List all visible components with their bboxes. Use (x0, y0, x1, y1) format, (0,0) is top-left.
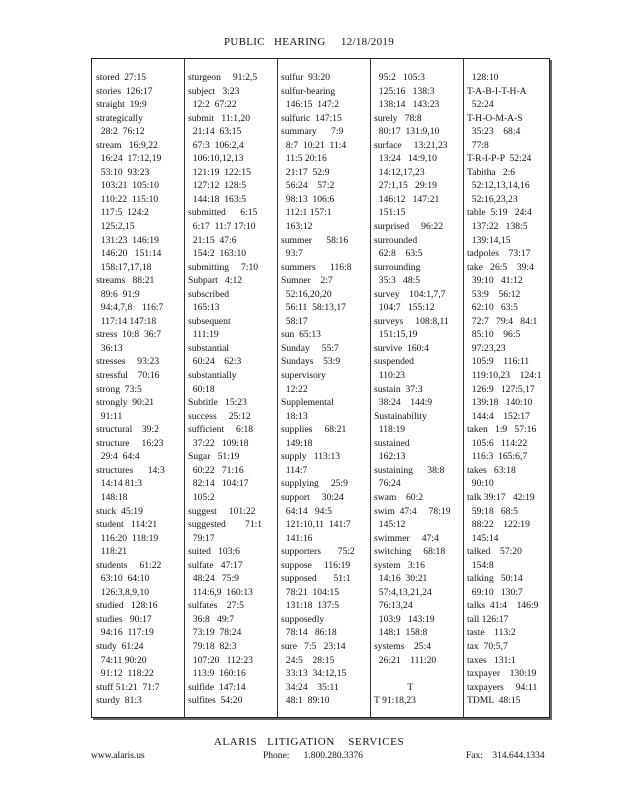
index-entry: 33:13 34:12,15 (281, 668, 347, 680)
index-entry: 78:21 104:15 (281, 586, 340, 598)
index-entry: 52:24 (467, 99, 494, 111)
index-entry: swam 60:2 (374, 491, 424, 503)
index-entry: 56:11 58:13,17 (281, 302, 346, 314)
index-entry: subject 3:23 (188, 85, 240, 97)
index-entry: 151:15,19 (374, 329, 418, 341)
index-entry: survive 160:4 (374, 342, 429, 354)
index-entry: 64:14 94:5 (281, 505, 332, 517)
index-entry: 126:3,8,9,10 (96, 586, 150, 598)
index-entry: 93:7 (281, 248, 303, 260)
index-entry: Sustainability (374, 410, 427, 422)
index-entry: stored 27:15 (96, 72, 147, 83)
index-entry: 35:3 48:5 (374, 275, 421, 287)
index-column-3 (281, 71, 369, 705)
index-entry: 77:8 (467, 139, 489, 151)
index-entry: surrounding (374, 261, 421, 273)
index-entry: 107:20 112:23 (188, 654, 253, 666)
index-entry: supposed 51:1 (281, 573, 351, 585)
index-entry: taken 1:9 57:16 (467, 424, 537, 436)
index-entry: students 61:22 (96, 559, 162, 571)
index-entry: sturdy 81:3 (96, 695, 142, 707)
index-entry: supporters 75:2 (281, 546, 355, 558)
index-entry: 105:9 116:11 (467, 356, 530, 368)
index-entry: 113:9 160:16 (188, 668, 246, 680)
index-entry: 6:17 11:7 17:10 (188, 221, 256, 233)
index-entry: 48:24 75:9 (188, 573, 239, 585)
index-entry: 59:18 68:5 (467, 505, 518, 517)
index-entry: 116:20 118:19 (96, 532, 159, 544)
index-entry: 80:17 131:9,10 (374, 126, 440, 138)
index-entry: 16:24 17:12,19 (96, 153, 162, 165)
index-entry: taste 113:2 (467, 627, 516, 639)
index-entry: streams 88:21 (96, 275, 155, 287)
index-entry: 162:13 (374, 451, 406, 463)
index-entry: 76:13,24 (374, 600, 413, 612)
index-entry: sulfates 27:5 (188, 600, 244, 612)
index-entry: subscribed (188, 288, 230, 300)
index-entry: Tabitha 2:6 (467, 166, 516, 178)
index-entry: talk 39:17 42:19 (467, 491, 535, 503)
index-entry: structure 16:23 (96, 437, 164, 449)
index-entry: Sundays 53:9 (281, 356, 341, 368)
index-entry: 62:10 63:5 (467, 302, 518, 314)
index-entry: 34:24 35:11 (281, 681, 339, 693)
index-entry: subsequent (188, 315, 231, 327)
index-entry: 27:1,15 29:19 (374, 180, 437, 192)
index-entry: 78:14 86:18 (281, 627, 337, 639)
index-entry: 90:10 (467, 478, 494, 490)
index-entry: sturgeon 91:2,5 (188, 72, 258, 83)
index-entry: surveys 108:8,11 (374, 315, 449, 327)
index-entry: 8:7 10:21 11:4 (281, 139, 347, 151)
index-entry: 63:10 64:10 (96, 573, 150, 585)
index-entry: 118:19 (374, 424, 406, 436)
index-entry: 62:8 63:5 (374, 248, 423, 260)
index-entry: 91:12 118:22 (96, 668, 154, 680)
index-entry: studied 128:16 (96, 600, 158, 612)
index-entry: submitting 7:10 (188, 261, 259, 273)
index-entry: 117:5 124:2 (96, 207, 149, 219)
column-divider (370, 59, 371, 717)
index-entry: 144:4 152:17 (467, 410, 530, 422)
index-entry: 12:22 (281, 383, 308, 395)
index-entry: stream 16:9,22 (96, 139, 158, 151)
index-entry: 69:10 130:7 (467, 586, 523, 598)
index-entry: T-H-O-M-A-S (467, 112, 523, 124)
index-entry: supposedly (281, 613, 325, 625)
index-entry: switching 68:18 (374, 546, 446, 558)
index-entry: table 5:19 24:4 (467, 207, 532, 219)
index-entry: 11:5 20:16 (281, 153, 327, 165)
index-entry: Sumner 2:7 (281, 275, 333, 287)
footer-website: www.alaris.us (91, 751, 145, 761)
index-entry: 98:13 106:6 (281, 193, 335, 205)
index-entry: 127:12 128:5 (188, 180, 247, 192)
index-entry: 116:3 165:6,7 (467, 451, 528, 463)
index-entry: 97:23,23 (467, 342, 506, 354)
index-entry (374, 667, 462, 681)
index-entry: summary 7:9 (281, 126, 344, 138)
index-entry: take 26:5 39:4 (467, 261, 534, 273)
index-entry: 146:20 151:14 (96, 248, 162, 260)
index-entry: supervisory (281, 370, 326, 382)
index-entry: tadpoles 73:17 (467, 248, 531, 260)
index-entry: 60:24 62:3 (188, 356, 242, 368)
index-entry: 112:1 157:1 (281, 207, 332, 219)
index-entry: support 30:24 (281, 491, 344, 503)
index-entry: stuff 51:21 71:7 (96, 681, 160, 693)
index-entry: 103:21 105:10 (96, 180, 159, 192)
index-entry: 146:12 147:21 (374, 193, 440, 205)
footer-phone: Phone: 1.800.280.3376 (263, 751, 364, 761)
index-entry: 149:18 (281, 437, 313, 449)
index-entry: supplying 25:9 (281, 478, 348, 490)
index-entry: 151:15 (374, 207, 406, 219)
index-entry: 53:10 93:23 (96, 166, 150, 178)
index-entry: 29:4 64:4 (96, 451, 140, 463)
index-entry: TDML 48:15 (467, 695, 521, 707)
index-entry: 79:17 (188, 532, 215, 544)
index-entry: 52:16,20,20 (281, 288, 332, 300)
index-entry: 18:13 (281, 410, 308, 422)
index-column-1 (96, 71, 184, 705)
index-entry: talking 50:14 (467, 573, 523, 585)
index-entry: 67:3 106:2,4 (188, 139, 244, 151)
index-entry: 21:14 63:15 (188, 126, 242, 138)
index-entry: 48:1 89:10 (281, 695, 330, 707)
index-entry: 105:6 114:22 (467, 437, 528, 449)
index-entry: summers 116:8 (281, 261, 352, 273)
index-entry: 14:14 81:3 (96, 478, 143, 490)
index-entry: Supplemental (281, 397, 334, 409)
index-entry: 39:10 41:12 (467, 275, 523, 287)
index-entry: 121:10,11 141:7 (281, 519, 351, 531)
index-entry: 21:17 52:9 (281, 166, 330, 178)
index-entry: T-A-B-I-T-H-A (467, 85, 527, 97)
index-entry: sulfur 93:20 (281, 72, 331, 83)
index-entry: 52:16,23,23 (467, 193, 518, 205)
column-divider (184, 59, 185, 717)
index-entry: 125:2,15 (96, 221, 135, 233)
index-entry: stressful 70:16 (96, 370, 160, 382)
index-entry: 118:21 (96, 546, 128, 558)
index-column-4 (374, 71, 462, 705)
index-entry: Subpart 4:12 (188, 275, 243, 287)
index-entry: 72:7 79:4 84:1 (467, 315, 538, 327)
index-entry: 52:12,13,14,16 (467, 180, 530, 192)
index-entry: T 91:18,23 (374, 695, 416, 707)
index-entry: student 114:21 (96, 519, 158, 531)
index-entry: 137:22 138:5 (467, 221, 528, 233)
word-index-box (91, 58, 550, 718)
index-entry: taxpayer 130:19 (467, 668, 537, 680)
index-entry: swim 47:4 78:19 (374, 505, 451, 517)
page-header: PUBLIC HEARING 12/18/2019 (223, 36, 395, 48)
index-entry: systems 25:4 (374, 640, 432, 652)
index-entry: taxes 131:1 (467, 654, 516, 666)
index-entry: 141:16 (281, 532, 313, 544)
index-entry: 73:19 78:24 (188, 627, 242, 639)
index-entry: 117:14 147:18 (96, 315, 157, 327)
index-entry: sufficient 6:18 (188, 424, 254, 436)
index-entry: submitted 6:15 (188, 207, 258, 219)
index-entry: 91:11 (96, 410, 123, 422)
index-entry: 114:7 (281, 464, 308, 476)
index-entry: Sugar 51:19 (188, 451, 240, 463)
index-entry: talked 57:20 (467, 546, 522, 558)
index-entry: 13:24 14:9,10 (374, 153, 437, 165)
index-entry: 114:6,9 160:13 (188, 586, 253, 598)
index-entry: sustained (374, 437, 410, 449)
index-entry: studies 90:17 (96, 613, 152, 625)
index-entry: suggest 101:22 (188, 505, 256, 517)
index-entry: 111:19 (188, 329, 219, 341)
index-entry: 36:8 49:7 (188, 613, 235, 625)
index-entry: 60:18 (188, 383, 215, 395)
index-entry: supplies 68:21 (281, 424, 347, 436)
index-entry: tall 126:17 (467, 613, 509, 625)
index-entry: 105:2 (188, 491, 215, 503)
index-entry: substantially (188, 370, 237, 382)
index-column-5 (467, 71, 551, 705)
index-entry: 148:1 158:8 (374, 627, 428, 639)
column-divider (463, 59, 464, 717)
index-entry: 139:18 140:10 (467, 397, 533, 409)
index-entry: stress 10:8 36:7 (96, 329, 162, 341)
index-entry: study 61:24 (96, 640, 144, 652)
index-entry: 163:12 (281, 221, 313, 233)
index-entry: 139:14,15 (467, 234, 511, 246)
index-entry: sulfide 147:14 (188, 681, 246, 693)
index-entry: 165:13 (188, 302, 220, 314)
index-entry: 138:14 143:23 (374, 99, 440, 111)
index-entry: strongly 90:21 (96, 397, 155, 409)
index-entry: stories 126:17 (96, 85, 153, 97)
index-entry: 36:13 (96, 342, 123, 354)
index-entry: 103:9 143:19 (374, 613, 435, 625)
footer-company: ALARIS LITIGATION SERVICES (213, 736, 405, 748)
index-entry: sun 65:13 (281, 329, 321, 341)
index-entry: 110:23 (374, 370, 406, 382)
index-entry: 121:19 122:15 (188, 166, 251, 178)
index-entry: swimmer 47:4 (374, 532, 439, 544)
index-entry: sulfate 47:17 (188, 559, 243, 571)
index-entry: tax 70:5,7 (467, 640, 508, 652)
index-entry: stuck 45:19 (96, 505, 143, 517)
index-entry: 148:18 (96, 491, 128, 503)
index-entry: talks 41:4 146:9 (467, 600, 539, 612)
index-entry: 60:22 71:16 (188, 464, 244, 476)
index-entry: sustaining 38:8 (374, 464, 445, 476)
index-entry: 104:7 155:12 (374, 302, 435, 314)
index-entry: 94:4,7,8 116:7 (96, 302, 164, 314)
index-entry: substantial (188, 342, 230, 354)
index-entry: takes 63:18 (467, 464, 516, 476)
index-entry: 24:5 28:15 (281, 654, 335, 666)
index-entry: surely 78:8 (374, 112, 422, 124)
index-entry: 128:10 (467, 72, 499, 83)
index-entry: 110:22 115:10 (96, 193, 159, 205)
index-entry: T (374, 681, 414, 693)
index-entry: 28:2 76:12 (96, 126, 145, 138)
index-entry: 35:23 68:4 (467, 126, 521, 138)
index-entry: 58:17 (281, 315, 308, 327)
index-entry: 14:16 30:21 (374, 573, 428, 585)
index-entry: 37:22 109:18 (188, 437, 249, 449)
index-entry: structures 14:3 (96, 464, 165, 476)
index-entry: submit 11:1,20 (188, 112, 251, 124)
index-entry: 154:2 163:10 (188, 248, 247, 260)
index-entry: surprised 96:22 (374, 221, 444, 233)
index-entry: 79:18 82:3 (188, 640, 237, 652)
index-entry: 158:17,17,18 (96, 261, 152, 273)
index-entry: 38:24 144:9 (374, 397, 433, 409)
index-entry: 131:18 137:5 (281, 600, 340, 612)
index-entry: Sunday 55:7 (281, 342, 339, 354)
index-entry: sustain 37:3 (374, 383, 423, 395)
column-divider (277, 59, 278, 717)
index-entry: 145:14 (467, 532, 499, 544)
index-entry: strategically (96, 112, 143, 124)
index-entry: 82:14 104:17 (188, 478, 249, 490)
index-entry: suppose 116:19 (281, 559, 351, 571)
index-entry: 12:2 67:22 (188, 99, 237, 111)
index-entry: 57:4,13,21,24 (374, 586, 432, 598)
index-column-2 (188, 71, 276, 705)
index-entry: sulfur-bearing (281, 85, 336, 97)
index-entry: stresses 93:23 (96, 356, 160, 368)
index-entry: survey 104:1,7,7 (374, 288, 446, 300)
index-entry: 145:12 (374, 519, 406, 531)
index-entry: 94:16 117:19 (96, 627, 154, 639)
index-entry: supply 113:13 (281, 451, 341, 463)
index-entry: 56:24 57:2 (281, 180, 335, 192)
index-entry: suited 103:6 (188, 546, 240, 558)
index-entry: straight 19:9 (96, 99, 147, 111)
index-entry: 26:21 111:20 (374, 654, 437, 666)
index-entry: success 25:12 (188, 410, 251, 422)
index-entry: 88:22 122:19 (467, 519, 530, 531)
index-entry: 74:11 90:20 (96, 654, 147, 666)
index-entry: surface 13:21,23 (374, 139, 448, 151)
index-entry: sulfites 54:20 (188, 695, 243, 707)
index-entry: 126:9 127:5,17 (467, 383, 535, 395)
index-entry: surrounded (374, 234, 418, 246)
index-entry: summer 58:16 (281, 234, 349, 246)
index-entry: 53:9 56:12 (467, 288, 521, 300)
index-entry: system 3:16 (374, 559, 425, 571)
index-entry: taxpayers 94:11 (467, 681, 538, 693)
index-entry: 125:16 138:3 (374, 85, 435, 97)
index-entry: sulfuric 147:15 (281, 112, 342, 124)
index-entry: 14:12,17,23 (374, 166, 425, 178)
index-entry: 95:2 105:3 (374, 72, 425, 83)
index-entry: 76:24 (374, 478, 401, 490)
index-entry: structural 39:2 (96, 424, 159, 436)
index-entry: strong 73:5 (96, 383, 142, 395)
index-entry: 85:10 96:5 (467, 329, 521, 341)
index-entry: 146:15 147:2 (281, 99, 340, 111)
index-entry: 106:10,12,13 (188, 153, 244, 165)
index-entry: Subtitle 15:23 (188, 397, 247, 409)
footer-fax: Fax: 314.644.1334 (466, 751, 545, 761)
index-entry: sure 7:5 23:14 (281, 640, 346, 652)
index-entry: T-R-I-P-P 52:24 (467, 153, 532, 165)
index-entry: 119:10,23 124:1 (467, 370, 542, 382)
index-entry: 21:15 47:6 (188, 234, 237, 246)
index-entry: 89:6 91:9 (96, 288, 140, 300)
index-entry: 154:8 (467, 559, 494, 571)
index-entry: 131:23 146:19 (96, 234, 159, 246)
index-entry: 144:18 163:5 (188, 193, 247, 205)
index-entry: suggested 71:1 (188, 519, 263, 531)
index-entry: suspended (374, 356, 414, 368)
